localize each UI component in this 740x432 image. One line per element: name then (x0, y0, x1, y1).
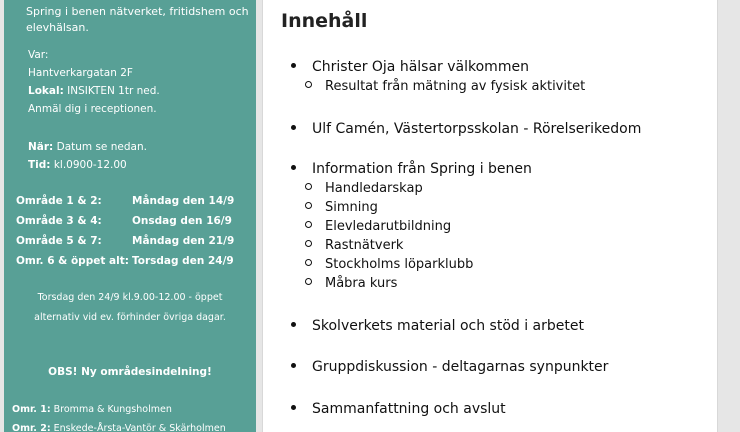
obs-notice: OBS! Ny områdesindelning! (48, 366, 212, 378)
area-division-value: Enskede-Årsta-Vantör & Skärholmen (50, 423, 226, 432)
agenda-subitem (305, 218, 451, 236)
agenda-title: Innehåll (281, 10, 368, 32)
agenda-item-text: Christer Oja hälsar välkommen (312, 59, 529, 75)
agenda-subitem-text: Resultat från mätning av fysisk aktivitet (325, 79, 586, 94)
agenda-subitem-text: Handledarskap (325, 181, 423, 196)
bullet-icon (291, 363, 296, 368)
area-label: Omr. 6 & öppet alt: (16, 255, 129, 267)
area-division-line (12, 404, 172, 415)
agenda-subitem-text: Måbra kurs (325, 276, 398, 291)
bullet-icon (291, 125, 296, 130)
time-line (28, 158, 127, 172)
area-division-label: Omr. 2: (12, 423, 51, 432)
circle-bullet-icon (305, 278, 312, 285)
area-label: Område 3 & 4: (16, 215, 102, 227)
agenda-subitem-text: Simning (325, 200, 378, 215)
circle-bullet-icon (305, 183, 312, 190)
area-division-value: Bromma & Kungsholmen (50, 404, 172, 415)
when-value: Datum se nedan. (53, 141, 147, 153)
circle-bullet-icon (305, 259, 312, 266)
open-alternative-line1: Torsdag den 24/9 kl.9.00-12.00 - öppet (37, 292, 223, 303)
area-day: Måndag den 21/9 (132, 235, 235, 247)
signup-note: Anmäl dig i receptionen. (28, 103, 157, 115)
agenda-subitem (305, 275, 397, 293)
address: Hantverkargatan 2F (28, 67, 133, 79)
when-label: När: (28, 141, 54, 153)
agenda-subitem (305, 199, 378, 217)
circle-bullet-icon (305, 221, 312, 228)
bullet-icon (291, 322, 296, 327)
agenda-panel (262, 0, 718, 432)
area-label: Område 5 & 7: (16, 235, 102, 247)
agenda-subitem (305, 237, 403, 255)
agenda-item (291, 400, 506, 418)
agenda-item-text: Gruppdiskussion - deltagarnas synpunkter (312, 359, 609, 375)
open-alternative-line2: alternativ vid ev. förhinder övriga dagar. (34, 312, 226, 323)
agenda-subitem-text: Elevledarutbildning (325, 219, 452, 234)
info-sidebar (4, 0, 256, 432)
time-label: Tid: (28, 159, 51, 171)
room-line (28, 84, 160, 98)
agenda-item (291, 58, 529, 76)
agenda-item (291, 358, 608, 376)
area-label: Område 1 & 2: (16, 195, 102, 207)
agenda-subitem (305, 256, 473, 274)
area-day: Onsdag den 16/9 (132, 215, 232, 227)
area-day: Torsdag den 24/9 (132, 255, 234, 267)
agenda-subitem (305, 180, 423, 198)
agenda-subitem (305, 78, 585, 96)
agenda-item-text: Skolverkets material och stöd i arbetet (312, 318, 584, 334)
bullet-icon (291, 405, 296, 410)
area-division-line (12, 423, 226, 432)
area-day: Måndag den 14/9 (132, 195, 235, 207)
time-value: kl.0900-12.00 (50, 159, 127, 171)
agenda-item (291, 317, 584, 335)
room-label: Lokal: (28, 85, 64, 97)
agenda-item-text: Ulf Camén, Västertorpsskolan - Rörelserikedom (312, 121, 642, 137)
room-value: INSIKTEN 1tr ned. (63, 85, 160, 97)
location-label: Var: (28, 49, 49, 61)
circle-bullet-icon (305, 202, 312, 209)
intro-text: Spring i benen nätverket, fritidshem och elevhälsan. (26, 5, 249, 34)
agenda-item-text: Information från Spring i benen (312, 161, 532, 177)
agenda-subitem-text: Stockholms löparklubb (325, 257, 474, 272)
when-line (28, 140, 147, 154)
agenda-item (291, 160, 532, 178)
area-division-label: Omr. 1: (12, 404, 51, 415)
circle-bullet-icon (305, 240, 312, 247)
agenda-item-text: Sammanfattning och avslut (312, 401, 506, 417)
bullet-icon (291, 165, 296, 170)
agenda-item (291, 120, 641, 138)
bullet-icon (291, 63, 296, 68)
circle-bullet-icon (305, 81, 312, 88)
agenda-subitem-text: Rastnätverk (325, 238, 404, 253)
